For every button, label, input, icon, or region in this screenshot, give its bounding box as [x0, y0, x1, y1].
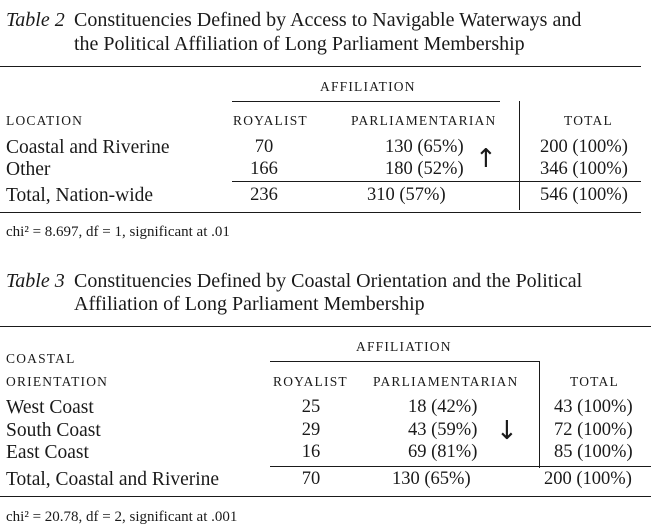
- table-3-title-line-2: Affiliation of Long Parliament Membership: [74, 293, 425, 315]
- table-3-bottom-rule: [0, 496, 651, 497]
- royalist-value: 70: [301, 469, 321, 489]
- table-3-vertical-rule: [539, 361, 540, 468]
- total-value: 85 (100%): [554, 442, 633, 462]
- parliamentarian-value: 180 (52%): [385, 159, 464, 179]
- table-3-total-rule: [270, 466, 651, 467]
- total-value: 72 (100%): [554, 420, 633, 440]
- parliamentarian-value: 18 (42%): [408, 397, 478, 417]
- royalist-value: 166: [250, 159, 278, 179]
- row-label: Total, Nation-wide: [6, 185, 154, 206]
- table-2-statistics-note: chi² = 8.697, df = 1, significant at .01: [6, 224, 230, 240]
- table-3-affiliation-rule: [270, 361, 539, 362]
- table-3-top-rule: [0, 326, 651, 327]
- parliamentarian-value: 43 (59%): [408, 420, 478, 440]
- table-3-total-header: TOTAL: [570, 374, 619, 389]
- table-2-affiliation-rule: [232, 101, 500, 102]
- total-value: 200 (100%): [540, 137, 628, 157]
- down-arrow-icon: ↓: [496, 416, 518, 446]
- table-3-affiliation-header: AFFILIATION: [356, 339, 452, 354]
- table-2-total-header: TOTAL: [564, 113, 613, 128]
- parliamentarian-value: 69 (81%): [408, 442, 478, 462]
- total-value: 43 (100%): [554, 397, 633, 417]
- table-3-parliamentarian-header: PARLIAMENTARIAN: [373, 374, 519, 389]
- row-label: East Coast: [6, 442, 89, 463]
- row-label: Total, Coastal and Riverine: [6, 469, 220, 490]
- table-2-title-line-1: Constituencies Defined by Access to Navigable Waterways and: [74, 9, 582, 31]
- table-3-royalist-header: ROYALIST: [273, 374, 348, 389]
- table-2-vertical-rule: [519, 101, 520, 210]
- table-2-parliamentarian-header: PARLIAMENTARIAN: [351, 113, 497, 128]
- row-label: West Coast: [6, 397, 94, 418]
- table-2-title-line-2: the Political Affiliation of Long Parliament Membership: [74, 33, 525, 55]
- parliamentarian-value: 310 (57%): [367, 185, 446, 205]
- row-label: Coastal and Riverine: [6, 137, 170, 158]
- table-3-statistics-note: chi² = 20.78, df = 2, significant at .001: [6, 509, 238, 525]
- parliamentarian-value: 130 (65%): [392, 469, 471, 489]
- table-2-number: Table 2: [6, 9, 65, 31]
- table-3-coastal-header: COASTAL: [6, 351, 76, 366]
- row-label: South Coast: [6, 420, 101, 441]
- total-value: 546 (100%): [540, 185, 628, 205]
- table-2-total-rule: [232, 181, 641, 182]
- total-value: 346 (100%): [540, 159, 628, 179]
- table-2-affiliation-header: AFFILIATION: [320, 79, 416, 94]
- royalist-value: 70: [254, 137, 274, 157]
- row-label: Other: [6, 159, 51, 180]
- table-2-bottom-rule: [0, 212, 641, 213]
- royalist-value: 16: [301, 442, 321, 462]
- royalist-value: 236: [250, 185, 278, 205]
- table-3-orientation-header: ORIENTATION: [6, 374, 109, 389]
- table-2-top-rule: [0, 66, 641, 67]
- royalist-value: 29: [301, 420, 321, 440]
- table-2-royalist-header: ROYALIST: [233, 113, 308, 128]
- table-3-title-line-1: Constituencies Defined by Coastal Orientation and the Political: [74, 270, 583, 292]
- royalist-value: 25: [301, 397, 321, 417]
- total-value: 200 (100%): [544, 469, 632, 489]
- table-2-location-header: LOCATION: [6, 113, 84, 128]
- table-3-number: Table 3: [6, 270, 65, 292]
- up-arrow-icon: ↑: [475, 144, 497, 174]
- parliamentarian-value: 130 (65%): [385, 137, 464, 157]
